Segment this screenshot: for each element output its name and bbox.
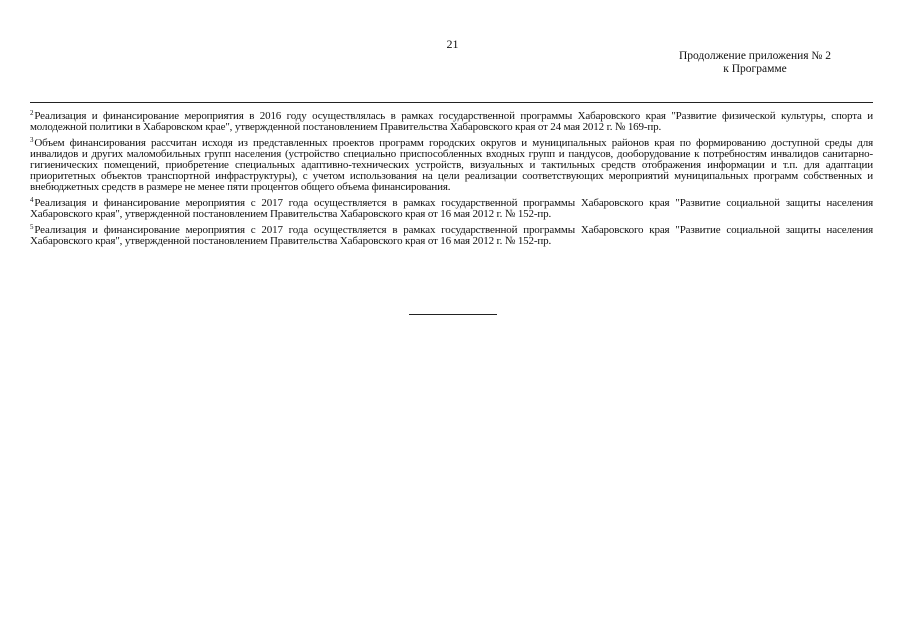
footnote-marker: 2 <box>30 109 34 117</box>
footnote <box>30 198 873 220</box>
footnote-marker: 5 <box>30 223 34 231</box>
footnote-marker: 4 <box>30 196 34 204</box>
footnote <box>30 111 873 133</box>
footnotes-section <box>30 111 873 252</box>
appendix-header-line-1: Продолжение приложения № 2 <box>678 50 832 62</box>
footnote-text: Реализация и финансирование мероприятия с 2017 года осуществляется в рамках государственной программы Хабаровского края "Развитие социальной защиты населения Хабаровского края", утвержденной постановлением Правительства Хабаровского края от 16 мая 2012 г. № 152-пр. <box>30 224 873 247</box>
footnote-text: Реализация и финансирование мероприятия в 2016 году осуществлялась в рамках государственной программы Хабаровского края "Развитие физической культуры, спорта и молодежной политики в Хабаровском крае", утвержденной постановлением Правительства Хабаровского края от 24 мая 2012 г. № 169-пр. <box>30 110 873 133</box>
footnote <box>30 138 873 193</box>
footnote-text: Объем финансирования рассчитан исходя из представленных проектов программ городских округов и муниципальных районов края по формированию доступной среды для инвалидов и других маломобильных групп населения (устройство специально приспособленных входных групп и пандусов, дооборудование к потребностям инвалидов санитарно-гигиенических помещений, приобретение специальных адаптивно-технических устройств, визуальных и тактильных средств отображения информации и т.п. для адаптации приоритетных объектов транспортной инфраструктуры), с учетом использования на цели реализации соответствующих мероприятий муниципальных программ собственных и внебюджетных средств в размере не менее пяти процентов общего объема финансирования. <box>30 137 873 193</box>
end-of-page-divider <box>409 314 497 315</box>
header-divider <box>30 102 873 103</box>
page-number: 21 <box>446 37 459 51</box>
appendix-header <box>645 50 865 76</box>
appendix-header-line-2: к Программе <box>723 63 787 75</box>
footnote-marker: 3 <box>30 136 34 144</box>
footnote-text: Реализация и финансирование мероприятия с 2017 года осуществляется в рамках государственной программы Хабаровского края "Развитие социальной защиты населения Хабаровского края", утвержденной постановлением Правительства Хабаровского края от 16 мая 2012 г. № 152-пр. <box>30 197 873 220</box>
footnote <box>30 225 873 247</box>
